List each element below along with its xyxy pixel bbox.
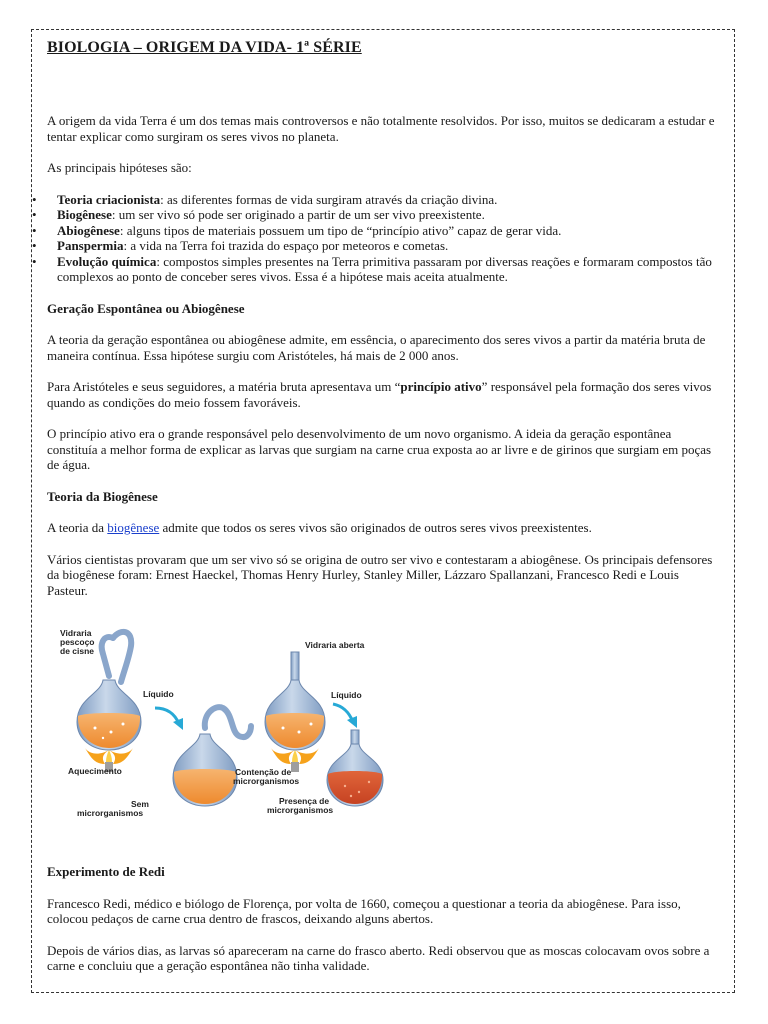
biogenese-paragraph-1 [47, 520, 717, 536]
label-without-microorganisms: microrganismos [77, 808, 144, 818]
text-span: Para Aristóteles e seus seguidores, a matéria bruta apresentava um “ [47, 379, 401, 394]
label-swan-neck: pescoço [60, 637, 95, 647]
redi-section [47, 864, 717, 974]
hypothesis-term: Evolução química [57, 253, 157, 269]
hypothesis-term: Panspermia [57, 238, 124, 253]
section-heading-biogenese: Teoria da Biogênese [47, 488, 158, 504]
redi-paragraph-2: Depois de vários dias, as larvas só apareceram na carne do frasco aberto. Redi observou que as moscas colocavam ovos sobre a carne e concluiu que a geração espontânea não tinha validade. [47, 942, 710, 973]
swan-neck-flask-sterile [173, 707, 251, 806]
label-presence-microorganisms: Presença de [279, 796, 330, 806]
hypothesis-desc: : a vida na Terra foi trazida do espaço por meteoros e cometas. [123, 238, 449, 253]
abiogenese-paragraph-2 [47, 379, 717, 410]
text-span: A teoria da [47, 520, 108, 535]
hypothesis-term: Abiogênese [57, 222, 120, 238]
hypothesis-term: Teoria criacionista [57, 191, 161, 207]
redi-paragraph-1: Francesco Redi, médico e biólogo de Florença, por volta de 1660, começou a questionar a teoria da abiogênese. Para isso, colocou pedaços de carne crua dentro de frascos, deixando alguns abertos. [47, 895, 681, 926]
document-body [47, 40, 717, 598]
hypothesis-desc: : compostos simples presentes na Terra primitiva passaram por diversas reações e formaram compostos tão complexos ao ponto de conceber seres vivos. Essa é a hipótese mais aceita atualmente. [57, 253, 712, 284]
label-liquid-left: Líquido [143, 689, 174, 699]
open-flask-contaminated [327, 730, 383, 806]
section-heading-abiogenese: Geração Espontânea ou Abiogênese [47, 300, 245, 316]
pasteur-experiment-figure [55, 624, 415, 824]
section-heading-redi: Experimento de Redi [47, 864, 165, 879]
list-item [47, 207, 717, 223]
label-liquid-right: Líquido [331, 690, 362, 700]
hypothesis-desc: : as diferentes formas de vida surgiram através da criação divina. [160, 191, 498, 207]
hypothesis-term: Biogênese [57, 207, 112, 222]
label-swan-neck: de cisne [60, 646, 95, 656]
intro-paragraph: A origem da vida Terra é um dos temas mais controversos e não totalmente resolvidos. Por isso, muitos se dedicaram a estudar e tentar explicar como surgiram os seres vivos no planeta. [47, 113, 715, 144]
label-open-flask: Vidraria aberta [305, 640, 365, 650]
text-span: admite que todos os seres vivos são originados de outros seres vivos preexistentes. [159, 520, 592, 535]
open-flask-heated [265, 652, 325, 772]
label-containment: microrganismos [233, 776, 300, 786]
biogenese-paragraph-2: Vários cientistas provaram que um ser vivo só se origina de outro ser vivo e contestaram a abiogênese. Os principais defensores da biogênese foram: Ernest Haeckel, Thomas Henry Hurley, Stanley Miller, Lázzaro Spallanzani, Francesco Redi e Louis Pasteur. [47, 551, 713, 598]
list-item [47, 223, 717, 239]
label-containment: Contenção de [235, 767, 292, 777]
list-item [47, 238, 717, 254]
hypothesis-desc: : um ser vivo só pode ser originado a partir de um ser vivo preexistente. [111, 207, 485, 222]
label-heating: Aquecimento [68, 766, 122, 776]
hypothesis-desc: : alguns tipos de materiais possuem um tipo de “princípio ativo” capaz de gerar vida. [119, 222, 562, 238]
abiogenese-paragraph-3: O princípio ativo era o grande responsável pelo desenvolvimento de um novo organismo. A ideia da geração espontânea constituía a melhor forma de explicar as larvas que surgiam na carne crua exposta ao ar livre e de girinos que surgiam em poças de água. [47, 426, 712, 472]
hypotheses-list [47, 192, 717, 285]
hypotheses-lead: As principais hipóteses são: [47, 160, 192, 175]
list-item [47, 254, 717, 285]
page-title: BIOLOGIA – ORIGEM DA VIDA- 1ª SÉRIE [47, 39, 362, 56]
label-presence-microorganisms: microrganismos [267, 805, 334, 815]
list-item [47, 192, 717, 208]
label-without-microorganisms: Sem [131, 799, 149, 809]
text-span: ” responsável pela formação dos seres vivos quando as condições do meio fossem favoráveis. [47, 379, 712, 410]
bold-term: princípio ativo [400, 379, 482, 394]
label-swan-neck: Vidraria [60, 628, 92, 638]
abiogenese-paragraph-1: A teoria da geração espontânea ou abiogênese admite, em essência, o aparecimento dos seres vivos a partir da matéria bruta de maneira contínua. Essa hipótese surgiu com Aristóteles, há mais de 2 000 anos. [47, 332, 706, 363]
biogenese-link[interactable]: biogênese [107, 520, 160, 535]
